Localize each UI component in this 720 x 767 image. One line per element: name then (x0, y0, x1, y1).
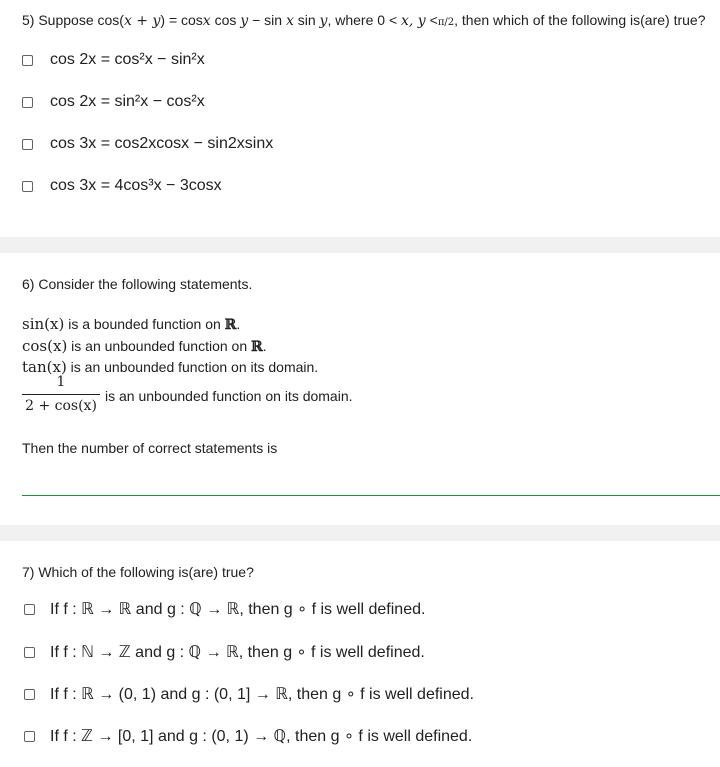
q7-option-1[interactable] (24, 598, 425, 620)
q6-statement-4-text: is an unbounded function on its domain. (105, 388, 353, 404)
q6-statement-1: sin(x) is a bounded function on ℝ. (22, 315, 241, 333)
q6-answer-input[interactable] (22, 470, 720, 494)
q5-option-2-label: cos 2x = sin²x − cos²x (50, 93, 205, 110)
q7-option-2-checkbox[interactable] (24, 647, 35, 658)
q5-option-1[interactable] (22, 49, 205, 71)
q5-option-2-checkbox[interactable] (22, 97, 33, 108)
q7-option-1-checkbox[interactable] (24, 604, 35, 615)
q6-statement-2: cos(x) is an unbounded function on ℝ. (22, 337, 267, 355)
q7-option-1-label: If f : ℝ → ℝ and g : ℚ → ℝ, then g ∘ f is well defined. (50, 601, 426, 618)
q5-option-4[interactable] (22, 175, 222, 197)
q7-option-4-label: If f : ℤ → [0, 1] and g : (0, 1) → ℚ, then g ∘ f is well defined. (50, 728, 473, 745)
q6-answer-underline (22, 495, 720, 496)
q5-option-4-checkbox[interactable] (22, 181, 33, 192)
q6-statement-3: tan(x) is an unbounded function on its domain. (22, 358, 319, 376)
q7-option-3[interactable] (24, 683, 474, 705)
question-6-stem: 6) Consider the following statements. (22, 276, 253, 292)
q5-option-3[interactable] (22, 133, 273, 155)
question-5-card (0, 0, 720, 237)
q5-option-1-label: cos 2x = cos²x − sin²x (50, 51, 205, 68)
fraction-numerator: 1 (56, 374, 66, 390)
q6-statement-4-fraction (22, 374, 100, 420)
fraction-denominator: 2 + cos(x) (25, 398, 97, 414)
q7-option-2-label: If f : ℕ → ℤ and g : ℚ → ℝ, then g ∘ f is well defined. (50, 644, 425, 661)
q6-prompt: Then the number of correct statements is (22, 440, 278, 456)
fraction-bar (22, 394, 100, 395)
question-5-stem: 5) Suppose cos(x + y) = cosx cos y − sin x sin y, where 0 < x, y <π/2, then which of the following is(are) true? (22, 12, 706, 29)
q5-option-4-label: cos 3x = 4cos³x − 3cosx (50, 177, 222, 194)
question-7-stem: 7) Which of the following is(are) true? (22, 564, 254, 580)
q5-option-2[interactable] (22, 91, 205, 113)
question-7-card (0, 541, 720, 767)
q7-option-4[interactable] (24, 725, 472, 747)
q7-option-4-checkbox[interactable] (24, 731, 35, 742)
q7-option-3-label: If f : ℝ → (0, 1) and g : (0, 1] → ℝ, then g ∘ f is well defined. (50, 686, 474, 703)
q7-option-2[interactable] (24, 641, 425, 663)
q7-option-3-checkbox[interactable] (24, 689, 35, 700)
q5-option-3-label: cos 3x = cos2xcosx − sin2xsinx (50, 135, 274, 152)
q5-option-3-checkbox[interactable] (22, 139, 33, 150)
q5-option-1-checkbox[interactable] (22, 55, 33, 66)
